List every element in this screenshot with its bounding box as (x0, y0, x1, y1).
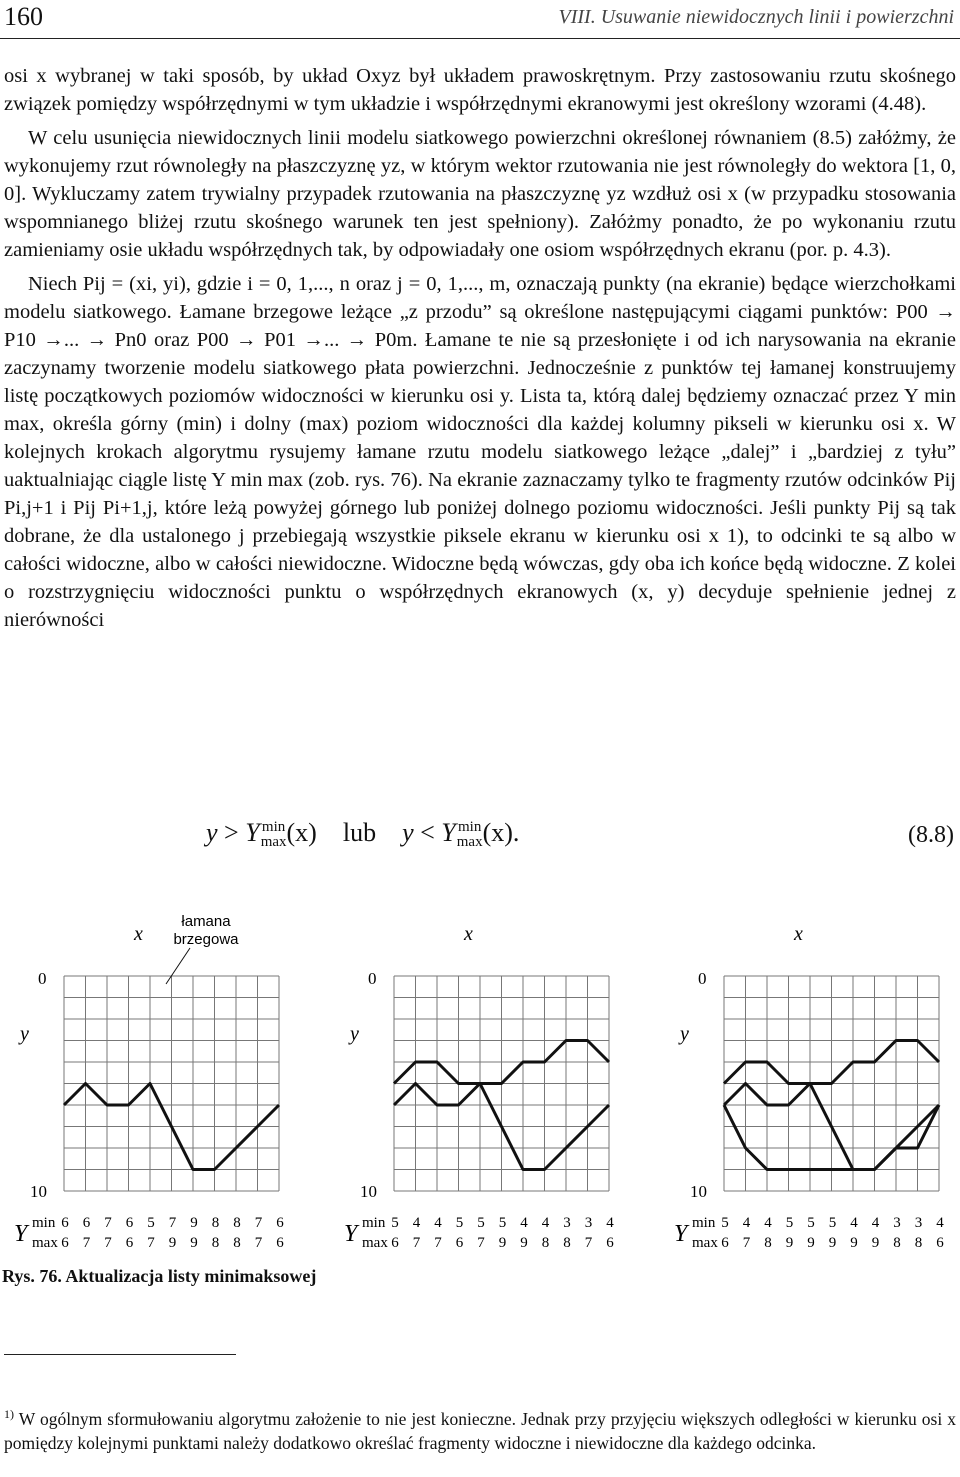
min-value: 5 (721, 1215, 729, 1231)
page-number: 160 (4, 2, 43, 31)
label-brzegowa: brzegowa (173, 931, 239, 948)
max-value: 7 (104, 1235, 112, 1250)
eq-min-2: min (458, 819, 482, 836)
figure-caption: Rys. 76. Aktualizacja listy minimaksowej (2, 1266, 317, 1286)
max-value: 6 (455, 1235, 464, 1250)
eq-gt: > (224, 818, 239, 847)
max-value: 7 (254, 1235, 263, 1250)
max-value: 6 (61, 1235, 69, 1250)
max-value: 7 (742, 1235, 751, 1250)
min-value: 3 (563, 1215, 571, 1231)
axis-y-label: y (680, 1023, 689, 1045)
Y-label: Y (14, 1221, 28, 1247)
max-value: 9 (520, 1235, 528, 1250)
min-label: min (32, 1215, 56, 1231)
eq-y-1: y (206, 818, 218, 847)
min-value: 4 (936, 1215, 944, 1231)
eq-Y-2: Y (441, 818, 456, 847)
min-value: 5 (828, 1215, 837, 1231)
eq-y-2: y (402, 818, 414, 847)
max-value: 9 (190, 1235, 198, 1250)
min-value: 3 (584, 1215, 593, 1231)
Y-label: Y (674, 1221, 688, 1247)
paragraph-1: osi x wybranej w taki sposób, by układ Oxyz był układem prawoskrętnym. Przy zastosowaniu rzutu skośnego związek pomiędzy współrzędnymi w tym układzie i współrzędnymi ekranowymi jest określony wzorami (4.48). (4, 65, 956, 115)
max-value: 8 (563, 1235, 571, 1250)
max-value: 9 (807, 1235, 815, 1250)
eq-min-1: min (261, 819, 286, 836)
min-value: 5 (455, 1215, 464, 1231)
min-value: 5 (477, 1215, 485, 1231)
header-rule (0, 38, 960, 39)
axis-ten-label: 10 (30, 1182, 47, 1201)
eq-max-2: max (456, 834, 483, 851)
equation-8-8 (0, 808, 960, 858)
max-value: 7 (434, 1235, 442, 1250)
paragraph-2: W celu usunięcia niewidocznych linii modelu siatkowego powierzchni określonej równaniem (8.5) załóżmy, że wykonujemy rzut równoległy na płaszczyznę yz, w którym wektor rzutowania nie jest równoległy do wektora [1, 0, 0]. Wykluczamy zatem trywialny przypadek rzutowania na płaszczyznę yz wzdłuż osi x (w przypadku stosowania wspomnianego bliżej rzutu skośnego warunek ten jest spełniony). Załóżmy ponadto, że po wykonaniu rzutu zamieniamy osie układu współrzędnych tak, by odpowiadały one osiom współrzędnych ekranu (por. p. 4.3). (4, 127, 956, 261)
min-value: 4 (606, 1215, 614, 1231)
label-pointer (166, 948, 190, 984)
max-value: 6 (606, 1235, 614, 1250)
max-value: 6 (125, 1235, 134, 1250)
min-value: 5 (147, 1215, 155, 1231)
min-value: 6 (125, 1215, 134, 1231)
min-value: 4 (871, 1215, 880, 1231)
max-value: 7 (477, 1235, 485, 1250)
max-value: 8 (233, 1235, 241, 1250)
min-value: 8 (233, 1215, 241, 1231)
min-value: 4 (412, 1215, 421, 1231)
max-value: 7 (584, 1235, 593, 1250)
footnote-text: W ogólnym sformułowaniu algorytmu założenie to nie jest konieczne. Jednak przy przyjęciu większych odległości w kierunku osi x pomiędzy kolejnymi punktami należy dodatkowo określać fragmenty widoczne i niewidoczne dla każdego odcinka. (4, 1408, 956, 1453)
footnote-marker: 1) (4, 1407, 14, 1421)
equation-formula (206, 818, 519, 850)
axis-ten-label: 10 (690, 1182, 707, 1201)
equation-number: (8.8) (908, 822, 954, 848)
Y-label: Y (344, 1221, 358, 1247)
min-value: 7 (254, 1215, 263, 1231)
min-value: 9 (190, 1215, 198, 1231)
max-value: 8 (914, 1235, 923, 1250)
max-value: 6 (936, 1235, 944, 1250)
max-label: max (692, 1235, 718, 1250)
axis-x-label: x (134, 923, 143, 945)
min-value: 8 (211, 1215, 220, 1231)
min-value: 4 (541, 1215, 550, 1231)
max-value: 9 (850, 1235, 858, 1250)
eq-max-1: max (260, 834, 287, 851)
max-value: 7 (412, 1235, 421, 1250)
footnote (4, 1402, 956, 1455)
min-label: min (362, 1215, 386, 1231)
max-value: 9 (785, 1235, 794, 1250)
eq-minmax-2 (457, 820, 483, 850)
figure-76 (0, 900, 960, 1250)
axis-y-label: y (20, 1023, 29, 1045)
max-label: max (362, 1235, 388, 1250)
eq-minmax-1 (261, 820, 287, 850)
min-value: 6 (61, 1215, 69, 1231)
min-value: 6 (82, 1215, 91, 1231)
max-value: 9 (168, 1235, 177, 1250)
eq-lub: lub (342, 818, 377, 847)
min-value: 7 (168, 1215, 177, 1231)
min-value: 4 (742, 1215, 751, 1231)
axis-ten-label: 10 (360, 1182, 377, 1201)
min-value: 4 (434, 1215, 442, 1231)
axis-x-label: x (464, 923, 473, 945)
max-value: 9 (498, 1235, 507, 1250)
min-value: 5 (785, 1215, 794, 1231)
axis-y-label: y (350, 1023, 359, 1045)
max-value: 6 (721, 1235, 729, 1250)
label-lamana: łamana (181, 913, 231, 930)
footnote-rule (4, 1354, 236, 1355)
eq-arg-1: (x) (286, 818, 317, 847)
min-value: 5 (498, 1215, 507, 1231)
min-value: 6 (276, 1215, 284, 1231)
max-value: 9 (871, 1235, 880, 1250)
max-value: 7 (147, 1235, 155, 1250)
running-head: VIII. Usuwanie niewidocznych linii i powierzchni (558, 6, 954, 28)
eq-arg-2: (x). (482, 818, 520, 847)
eq-Y-1: Y (245, 818, 260, 847)
axis-x-label: x (794, 923, 803, 945)
paragraph-3: Niech Pij = (xi, yi), gdzie i = 0, 1,..., n oraz j = 0, 1,..., m, oznaczają punkty (na ekranie) będące wierzchołkami modelu siatkowego. Łamane brzegowe leżące „z przodu” są określone następującymi ciągami punktów: P00 → P10 →... → Pn0 oraz P00 → P01 →... → P0m. Łamane te nie są przesłonięte i od ich narysowania na ekranie zaczynamy tworzenie modelu siatkowego płata powierzchni. Jednocześnie z punktów tej łamanej konstruujemy listę początkowych poziomów widoczności w kierunku osi y. Lista ta, którą dalej będziemy oznaczać przez Y min max, określa górny (min) i dolny (max) poziom widoczności dla każdej kolumny pikseli w kierunku osi x. W kolejnych krokach algorytmu rysujemy łamane rzutu modelu siatkowego leżące „dalej” i „bardziej z tyłu” uaktualniając ciągle listę Y min max (zob. rys. 76). Na ekranie zaznaczamy tylko te fragmenty rzutów odcinków Pij Pi,j+1 i Pij Pi+1,j, które leżą powyżej górnego lub poniżej dolnego poziomu widoczności. Jeśli punkty Pij są tak dobrane, że dla ustalonego j przebiegają wszystkie piksele ekranu w kierunku osi x 1), to odcinki te są albo w całości widoczne, albo w całości niewidoczne. Widoczne będą wówczas, gdy oba ich końce będą widoczne. Z kolei o rozstrzygnięciu widoczności punktu o współrzędnych ekranowych (x, y) decyduje spełnienie jednej z nierówności (4, 273, 956, 631)
max-value: 8 (541, 1235, 550, 1250)
max-value: 6 (276, 1235, 284, 1250)
page-header (0, 0, 960, 40)
min-value: 7 (104, 1215, 112, 1231)
max-value: 7 (82, 1235, 91, 1250)
min-value: 4 (764, 1215, 772, 1231)
min-value: 3 (893, 1215, 901, 1231)
eq-lt: < (420, 818, 435, 847)
max-value: 8 (893, 1235, 901, 1250)
min-value: 4 (850, 1215, 858, 1231)
body-text (4, 62, 956, 634)
max-value: 9 (828, 1235, 837, 1250)
max-label: max (32, 1235, 58, 1250)
axis-zero-label: 0 (698, 969, 707, 988)
min-label: min (692, 1215, 716, 1231)
min-value: 3 (914, 1215, 923, 1231)
axis-zero-label: 0 (368, 969, 377, 988)
max-value: 8 (764, 1235, 772, 1250)
max-value: 8 (211, 1235, 220, 1250)
min-value: 5 (807, 1215, 815, 1231)
min-value: 5 (391, 1215, 399, 1231)
axis-zero-label: 0 (38, 969, 47, 988)
max-value: 6 (391, 1235, 399, 1250)
min-value: 4 (520, 1215, 528, 1231)
